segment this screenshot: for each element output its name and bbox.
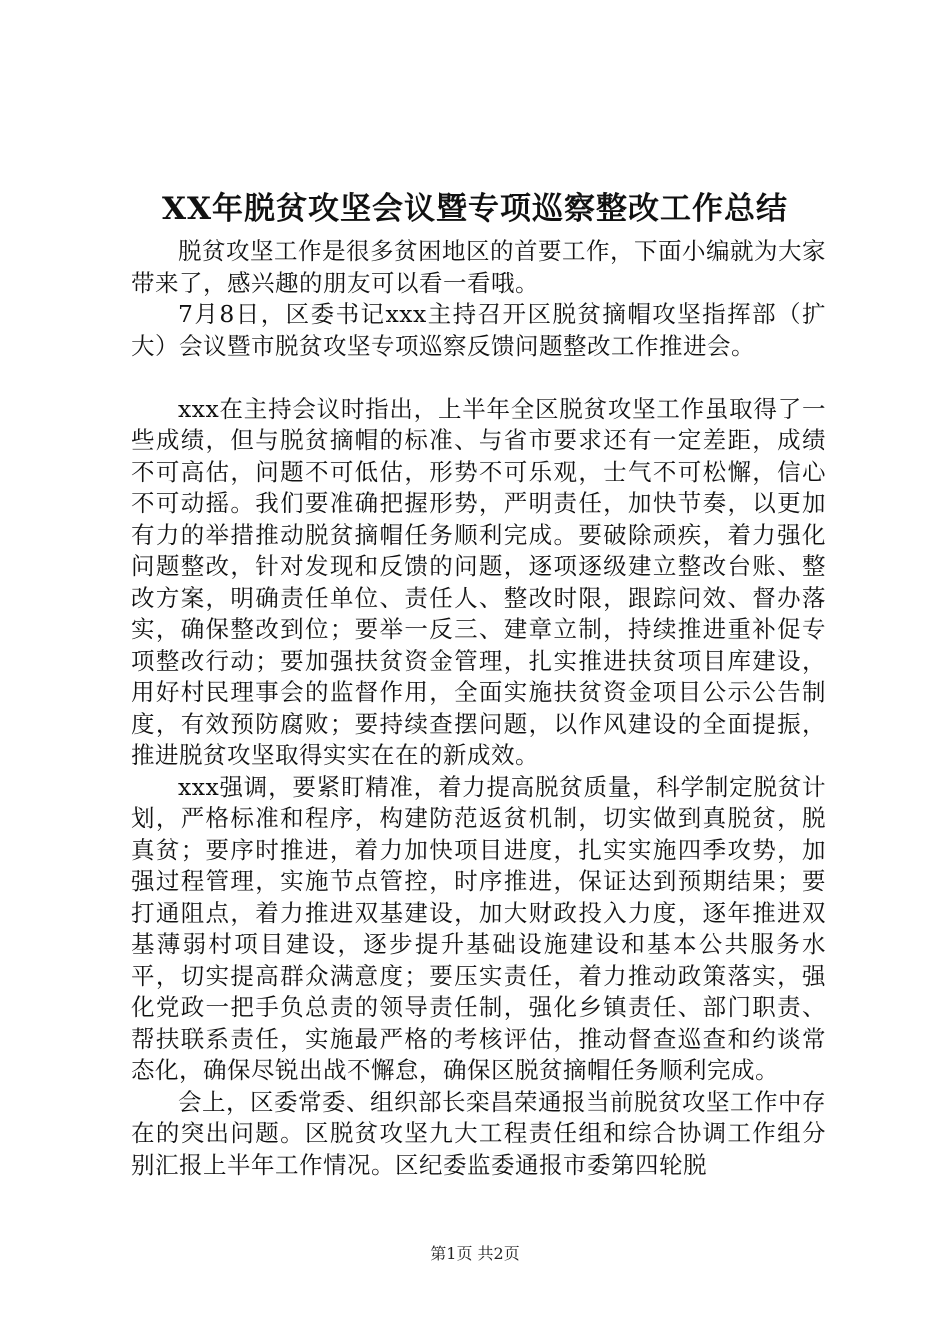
paragraph-meeting-report: 会上，区委常委、组织部长栾昌荣通报当前脱贫攻坚工作中存在的突出问题。区脱贫攻坚九大工程责任组和综合协调工作组分别汇报上半年工作情况。区纪委监委通报市委第四轮脱 — [131, 1087, 826, 1179]
paragraph-intro: 脱贫攻坚工作是很多贫困地区的首要工作，下面小编就为大家带来了，感兴趣的朋友可以看一看哦。 — [131, 237, 826, 297]
document-title: XX年脱贫攻坚会议暨专项巡察整改工作总结 — [161, 191, 789, 227]
paragraph-meeting-date: 7月8日，区委书记xxx主持召开区脱贫摘帽攻坚指挥部（扩大）会议暨市脱贫攻坚专项巡察反馈问题整改工作推进会。 — [131, 300, 826, 360]
paragraph-chair-remarks: xxx在主持会议时指出，上半年全区脱贫攻坚工作虽取得了一些成绩，但与脱贫摘帽的标准、与省市要求还有一定差距，成绩不可高估，问题不可低估，形势不可乐观，士气不可松懈，信心不可动摇。我们要准确把握形势，严明责任，加快节奏，以更加有力的举措推动脱贫摘帽任务顺利完成。要破除顽疾，着力强化问题整改，针对发现和反馈的问题，逐项逐级建立整改台账、整改方案，明确责任单位、责任人、整改时限，跟踪问效、督办落实，确保整改到位；要举一反三、建章立制，持续推进重补促专项整改行动；要加强扶贫资金管理，扎实推进扶贫项目库建设，用好村民理事会的监督作用，全面实施扶贫资金项目公示公告制度，有效预防腐败；要持续查摆问题，以作风建设的全面提振，推进脱贫攻坚取得实实在在的新成效。 — [131, 394, 826, 769]
paragraph-emphasis: xxx强调，要紧盯精准，着力提高脱贫质量，科学制定脱贫计划，严格标准和程序，构建防范返贫机制，切实做到真脱贫，脱真贫；要序时推进，着力加快项目进度，扎实实施四季攻势，加强过程管理，实施节点管控，时序推进，保证达到预期结果；要打通阻点，着力推进双基建设，加大财政投入力度，逐年推进双基薄弱村项目建设，逐步提升基础设施建设和基本公共服务水平，切实提高群众满意度；要压实责任，着力推动政策落实，强化党政一把手负总责的领导责任制，强化乡镇责任、部门职责、帮扶联系责任，实施最严格的考核评估，推动督查巡查和约谈常态化，确保尽锐出战不懈怠，确保区脱贫摘帽任务顺利完成。 — [131, 772, 826, 1084]
page-number-footer: 第1页 共2页 — [430, 1244, 520, 1263]
document-body — [131, 236, 826, 1181]
